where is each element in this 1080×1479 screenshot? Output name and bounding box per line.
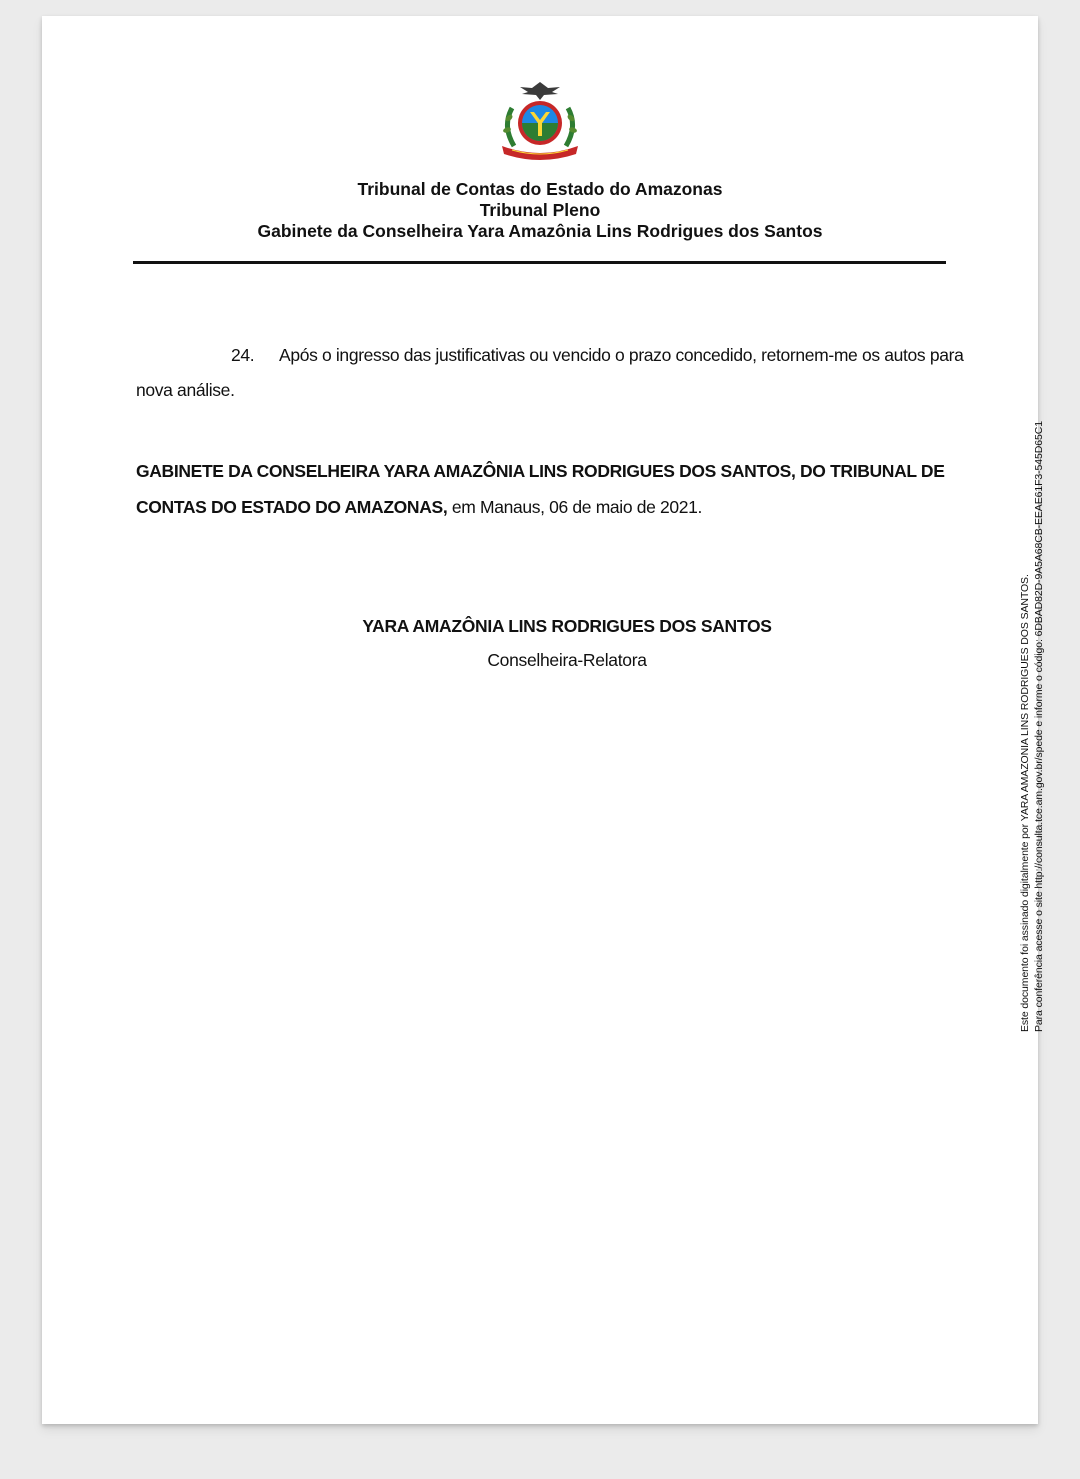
paragraph-number: 24.: [231, 345, 255, 365]
closing-office-bold: GABINETE DA CONSELHEIRA YARA AMAZÔNIA LINS RODRIGUES DOS SANTOS, DO TRIBUNAL DE CONTAS DO ESTADO DO AMAZONAS,: [136, 461, 945, 517]
digital-signature-note: [1018, 332, 1046, 1032]
paragraph-24: [136, 338, 992, 408]
signature-note-line-2: Para conferência acesse o site http://consulta.tce.am.gov.br/spede e informe o código: 6DBAD82D-9A5A68CB-EEAE61F3-545D65C1: [1033, 421, 1045, 1032]
signatory-role: Conselheira-Relatora: [487, 650, 647, 670]
closing-place-date: em Manaus, 06 de maio de 2021.: [447, 497, 703, 517]
document-page: [42, 16, 1038, 1424]
paragraph-text: Após o ingresso das justificativas ou vencido o prazo concedido, retornem-me os autos para nova análise.: [136, 345, 964, 400]
document-header: [42, 179, 1038, 242]
plenary-name: Tribunal Pleno: [479, 200, 601, 220]
office-name: Gabinete da Conselheira Yara Amazônia Lins Rodrigues dos Santos: [257, 221, 823, 241]
closing-statement: [136, 453, 966, 525]
signature-note-line-1: Este documento foi assinado digitalmente por YARA AMAZONIA LINS RODRIGUES DOS SANTOS.: [1019, 574, 1031, 1032]
coat-of-arms-icon: [492, 78, 588, 170]
institution-name: Tribunal de Contas do Estado do Amazonas: [357, 179, 723, 199]
signatory-name: YARA AMAZÔNIA LINS RODRIGUES DOS SANTOS: [362, 616, 772, 636]
header-divider: [133, 261, 946, 264]
